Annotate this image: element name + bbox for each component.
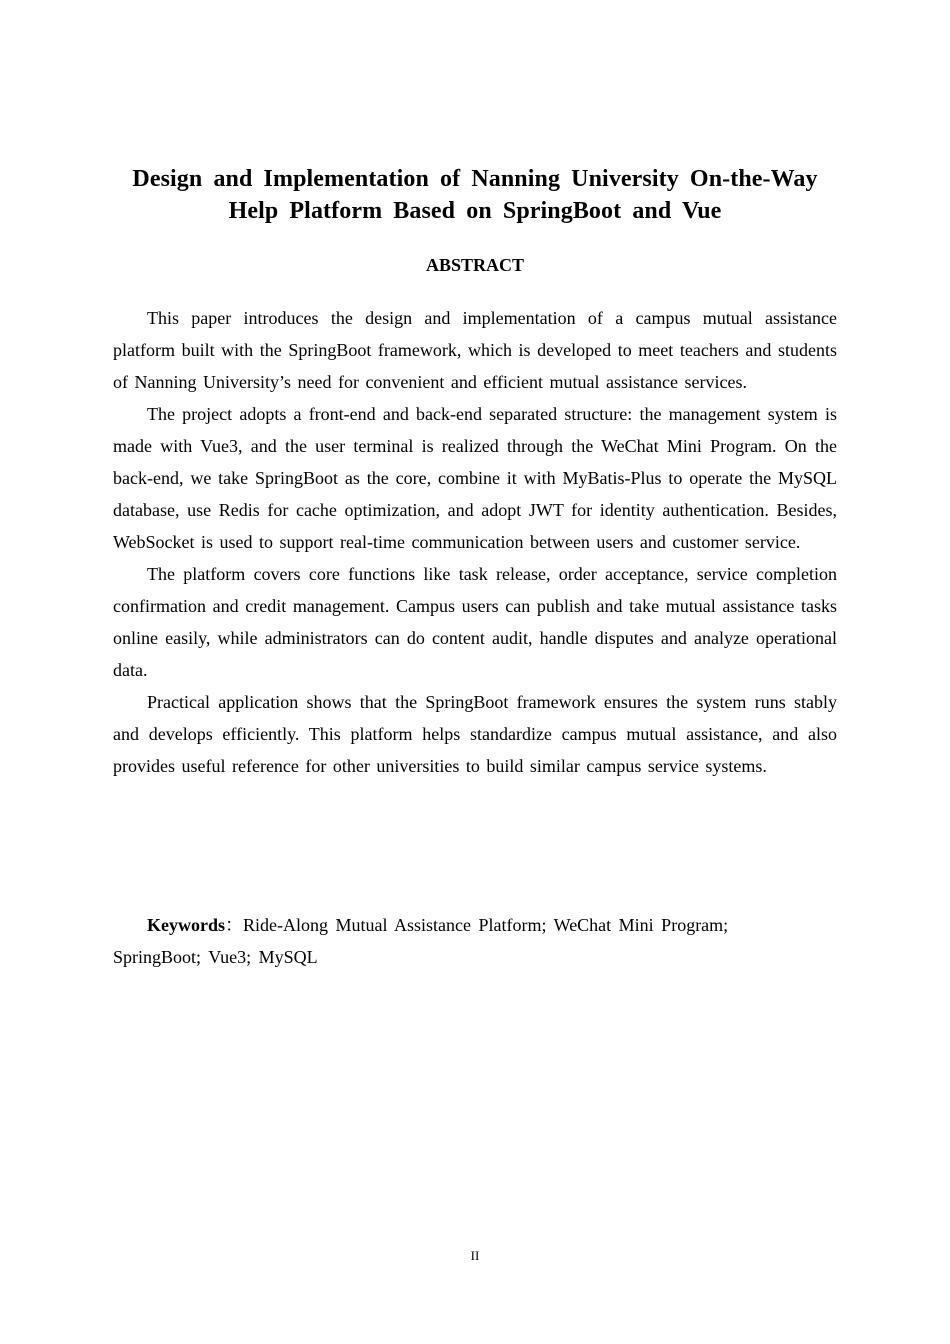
paper-title: Design and Implementation of Nanning University On-the-Way Help Platform Based on SpringBoot and Vue bbox=[132, 166, 818, 224]
keywords-label: Keywords bbox=[147, 915, 225, 935]
abstract-body bbox=[113, 302, 837, 782]
abstract-paragraph-4: Practical application shows that the SpringBoot framework ensures the system runs stably and develops efficiently. This platform helps standardize campus mutual assistance, and also provides useful reference for other universities to build similar campus service systems. bbox=[113, 692, 837, 776]
abstract-paragraph-3: The platform covers core functions like task release, order acceptance, service completion confirmation and credit management. Campus users can publish and take mutual assistance tasks online easily, while administrators can do content audit, handle disputes and analyze operational data. bbox=[113, 564, 837, 680]
keywords-line bbox=[113, 909, 837, 973]
keywords-separator: ： bbox=[225, 915, 243, 935]
abstract-paragraph-2: The project adopts a front-end and back-end separated structure: the management system is made with Vue3, and the user terminal is realized through the WeChat Mini Program. On the back-end, we take SpringBoot as the core, combine it with MyBatis-Plus to operate the MySQL database, use Redis for cache optimization, and adopt JWT for identity authentication. Besides, WebSocket is used to support real-time communication between users and customer service. bbox=[113, 404, 837, 552]
abstract-paragraph-1: This paper introduces the design and implementation of a campus mutual assistance platform built with the SpringBoot framework, which is developed to meet teachers and students of Nanning University’s need for convenient and efficient mutual assistance services. bbox=[113, 308, 837, 392]
page-number: II bbox=[470, 1248, 480, 1263]
keywords-text: Ride-Along Mutual Assistance Platform; WeChat Mini Program; SpringBoot; Vue3; MySQL bbox=[113, 915, 729, 967]
abstract-heading: ABSTRACT bbox=[425, 255, 525, 275]
